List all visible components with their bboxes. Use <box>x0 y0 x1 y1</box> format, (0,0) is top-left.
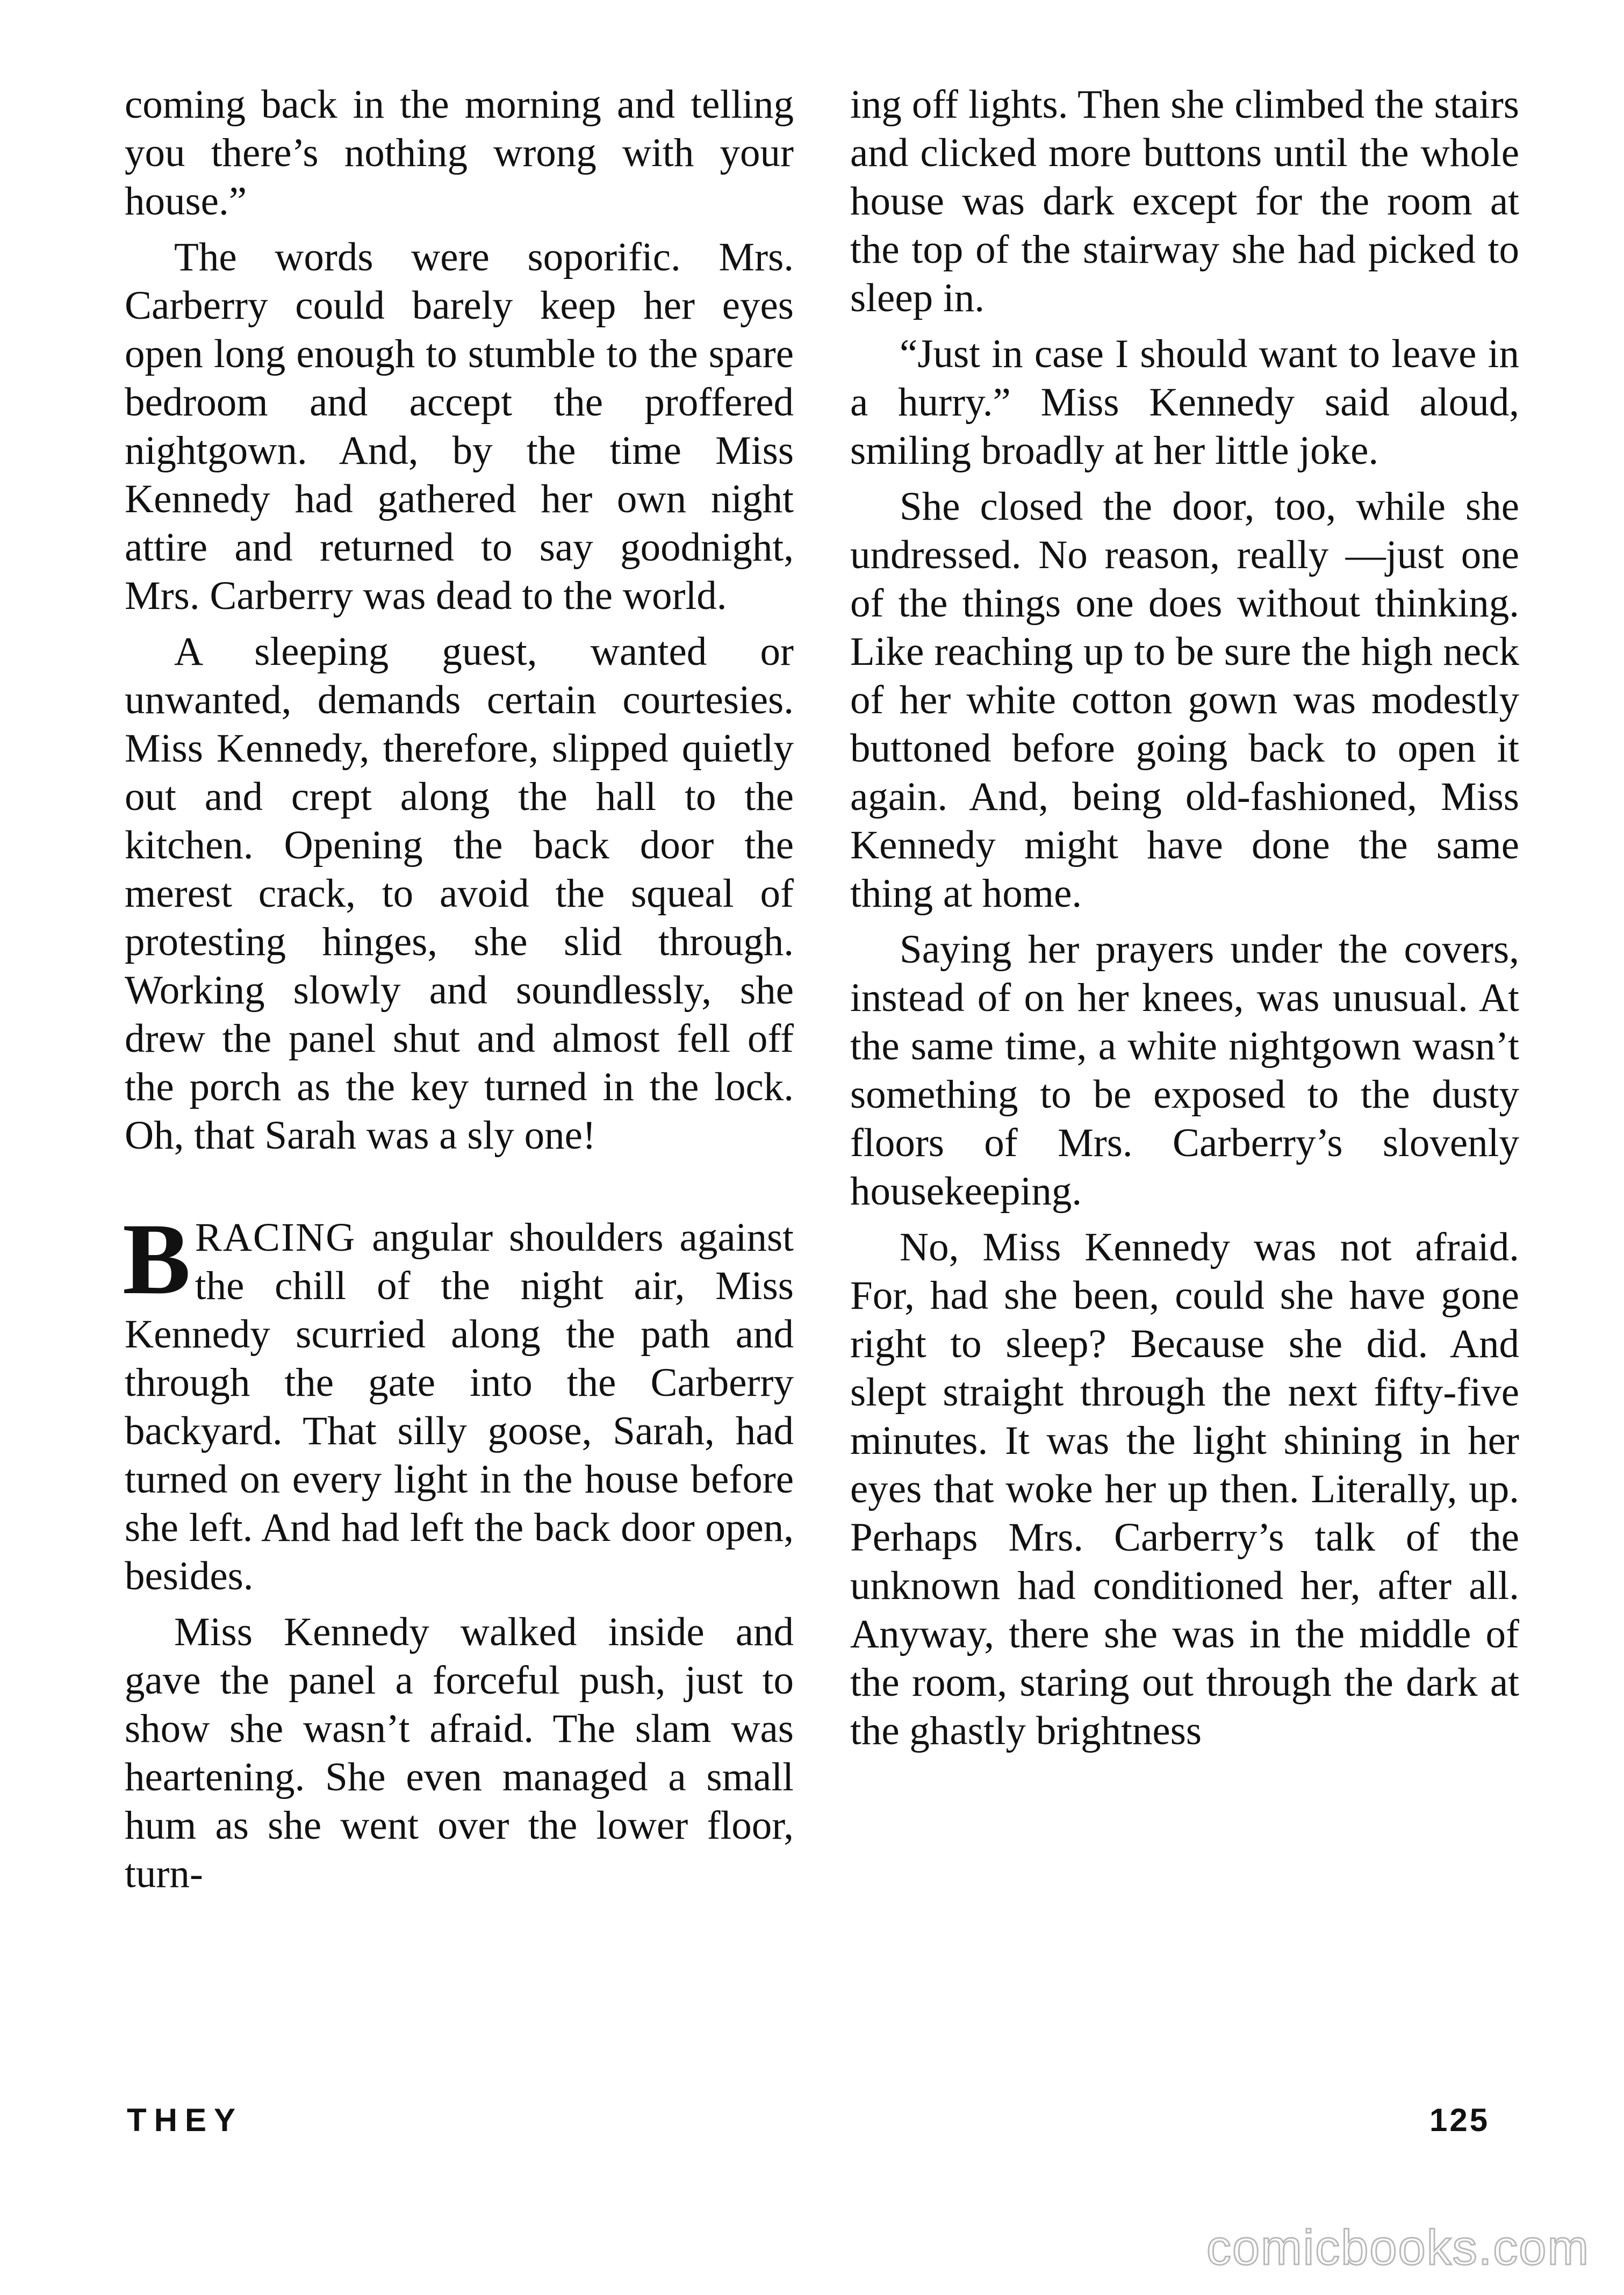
left-text-column <box>125 81 794 1906</box>
watermark: comicbooks.com <box>1206 2220 1590 2275</box>
page-number: 125 <box>1429 2102 1490 2138</box>
section-lead-word: RACING <box>195 1215 356 1260</box>
paragraph: “Just in case I should want to leave in a hurry.” Miss Kennedy said aloud, smiling broadly at her little joke. <box>850 332 1519 473</box>
paragraph: A sleeping guest, wanted or unwanted, demands certain courtesies. Miss Kennedy, therefore, slipped quietly out and crept along the hall to the kitchen. Opening the back door the merest crack, to avoid the squeal of protesting hinges, she slid through. Working slowly and soundlessly, she drew the panel shut and almost fell off the porch as the key turned in the lock. Oh, that Sarah was a sly one! <box>125 629 794 1158</box>
paragraph-continuation: goose, Sarah, had turned on every light in the house before she left. And had left the back door open, besides. <box>125 1409 794 1598</box>
drop-cap: B <box>123 1203 191 1316</box>
paragraph: ing off lights. Then she climbed the stairs and clicked more buttons until the whole house was dark except for the room at the top of the stairway she had picked to sleep in. <box>850 82 1519 320</box>
section-opening-paragraph <box>123 1203 794 1601</box>
section-opening-text: angular shoulders against the chill of the night air, Miss Kennedy scurried along the path and through the gate into the Carberry backyard. That silly <box>125 1215 794 1453</box>
running-footer-title: THEY <box>127 2102 243 2138</box>
paragraph: No, Miss Kennedy was not afraid. For, had she been, could she have gone right to sleep? Because she did. And slept straight through the next fifty-five minutes. It was the light shining in her eyes that woke her up then. Literally, up. Perhaps Mrs. Carberry’s talk of the unknown had conditioned her, after all. Anyway, there she was in the middle of the room, staring out through the dark at the ghastly brightness <box>850 1225 1519 1753</box>
paragraph: She closed the door, too, while she undressed. No reason, really —just one of the things one does without thinking. Like reaching up to be sure the high neck of her white cotton gown was modestly buttoned before going back to open it again. And, being old-fashioned, Miss Kennedy might have done the same thing at home. <box>850 484 1519 916</box>
paragraph: coming back in the morning and telling you there’s nothing wrong with your house.” <box>125 82 794 224</box>
right-text-column <box>850 81 1519 1763</box>
paragraph: Saying her prayers under the covers, instead of on her knees, was unusual. At the same time, a white nightgown wasn’t something to be exposed to the dusty floors of Mrs. Carberry’s slovenly housekeeping. <box>850 927 1519 1214</box>
paragraph: Miss Kennedy walked inside and gave the panel a forceful push, just to show she wasn’t afraid. The slam was heartening. She even managed a small hum as she went over the lower floor, turn- <box>125 1610 794 1896</box>
paragraph: The words were soporific. Mrs. Carberry could barely keep her eyes open long enough to stumble to the spare bedroom and accept the proffered nightgown. And, by the time Miss Kennedy had gathered her own night attire and returned to say goodnight, Mrs. Carberry was dead to the world. <box>125 235 794 618</box>
